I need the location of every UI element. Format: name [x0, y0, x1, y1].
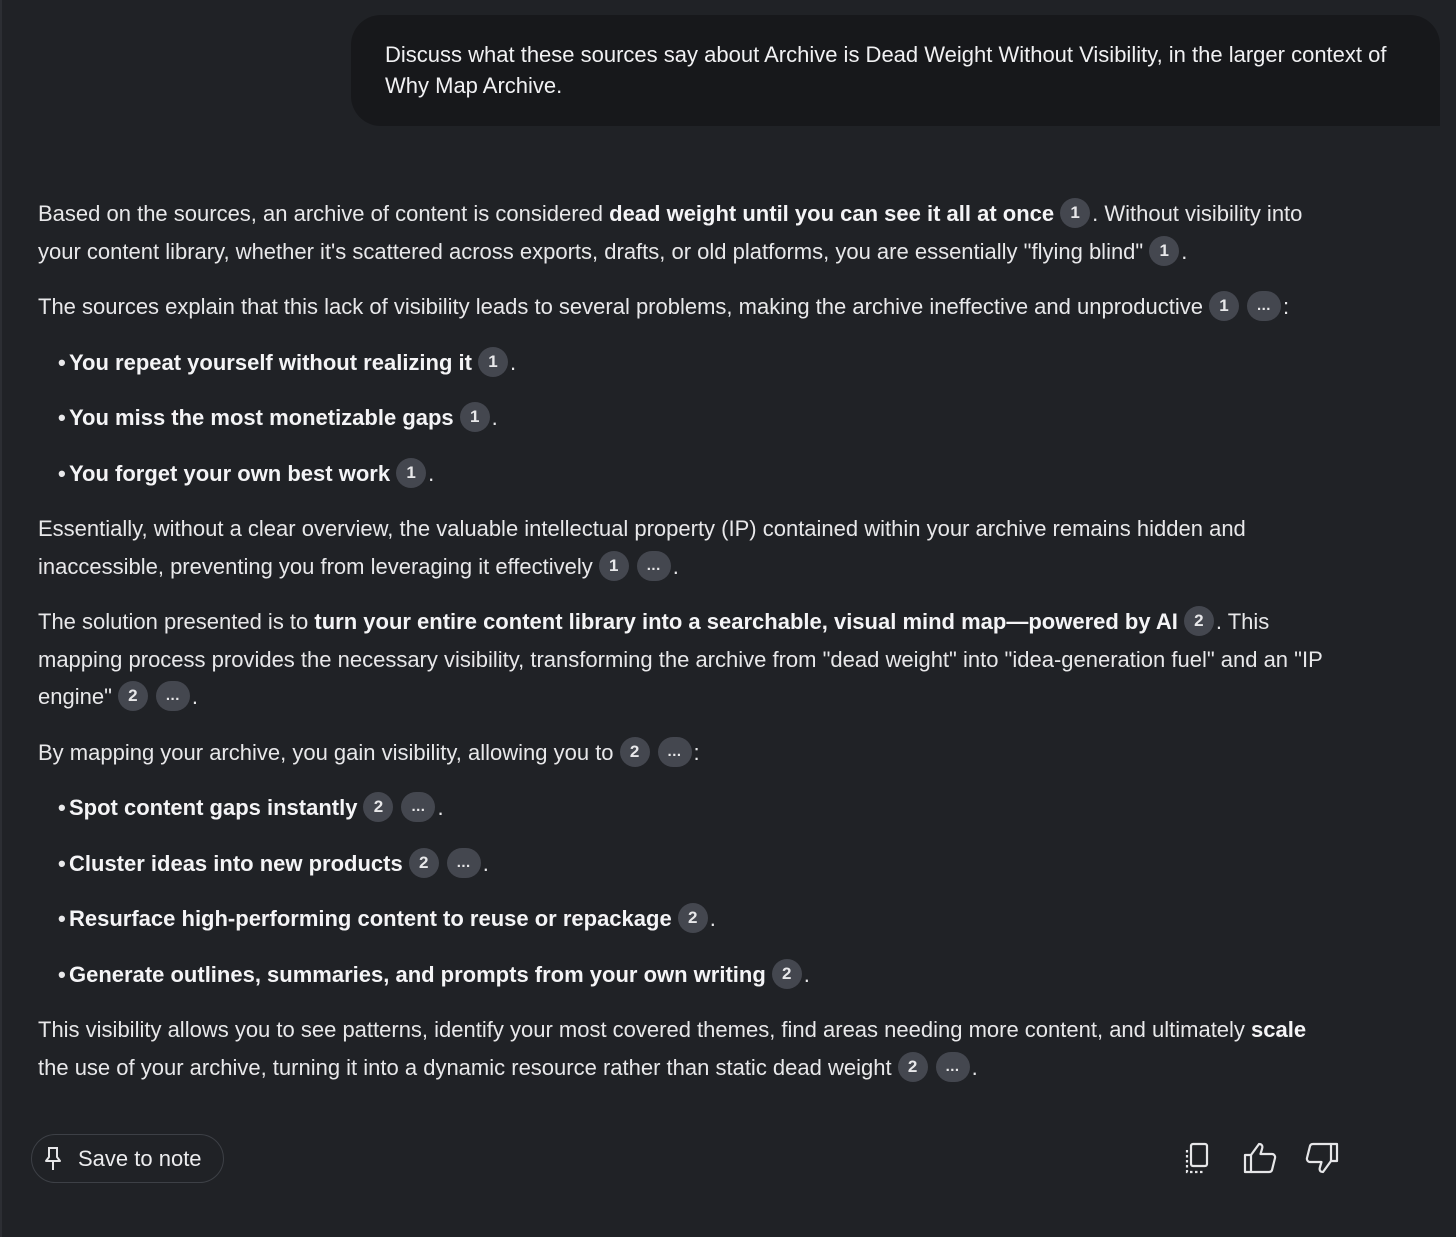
paragraph-text: : [1282, 294, 1290, 319]
list-item-label: You repeat yourself without realizing it [69, 349, 472, 375]
copy-icon [1181, 1141, 1213, 1175]
response-paragraph-2 [38, 288, 1338, 326]
citation-more-chip[interactable]: ... [658, 737, 692, 767]
copy-button[interactable] [1177, 1138, 1217, 1178]
list-item-label: You miss the most monetizable gaps [69, 405, 454, 430]
list-item-label: Cluster ideas into new products [69, 850, 403, 876]
citation-more-chip[interactable]: ... [936, 1052, 970, 1082]
paragraph-text: This visibility allows you to see patterns, identify your most covered themes, find areas needing more content, and ultimately [38, 1017, 1252, 1042]
problems-list [38, 344, 1338, 493]
list-item-label: Spot content gaps instantly [69, 795, 358, 820]
thumbs-down-icon [1304, 1141, 1340, 1175]
list-item: • You repeat yourself without realizing it 1 . [58, 344, 1338, 382]
response-paragraph-5 [38, 734, 1338, 772]
citation-more-chip[interactable]: ... [156, 681, 190, 711]
paragraph-text: . Without visibility into your content library, whether it's scattered across exports, drafts, or old platforms, you are essentially "flying blind" [38, 201, 1303, 264]
bullet-icon: • [58, 906, 66, 931]
paragraph-bold-text: scale [1251, 1017, 1307, 1042]
save-to-note-button[interactable] [31, 1134, 224, 1183]
list-item: • Spot content gaps instantly 2 ... . [58, 789, 1338, 827]
citation-chip[interactable]: 1 [396, 458, 426, 488]
paragraph-text: . [191, 684, 198, 709]
thumbs-up-icon [1242, 1141, 1278, 1175]
assistant-response [38, 195, 1338, 1104]
paragraph-text: The sources explain that this lack of visibility leads to several problems, making the archive ineffective and unproductive [38, 294, 1203, 319]
bullet-icon: • [58, 405, 66, 430]
paragraph-text: The solution presented is to [38, 609, 315, 634]
paragraph-text: . [971, 1054, 978, 1080]
paragraph-bold-text: turn your entire content library into a searchable, visual mind map—powered by AI [314, 609, 1178, 634]
list-item-label: Resurface high-performing content to reuse or repackage [69, 906, 672, 931]
citation-more-chip[interactable]: ... [401, 792, 435, 822]
list-item: • You miss the most monetizable gaps 1 . [58, 399, 1338, 437]
citation-chip[interactable]: 2 [118, 681, 148, 711]
bullet-icon: • [58, 349, 66, 375]
pin-icon [44, 1146, 62, 1172]
bullet-icon: • [58, 460, 66, 486]
citation-chip[interactable]: 1 [1060, 198, 1090, 228]
citation-chip[interactable]: 1 [1149, 236, 1179, 266]
thumbs-up-button[interactable] [1240, 1138, 1280, 1178]
paragraph-text: the use of your archive, turning it into a dynamic resource rather than static dead weight [38, 1054, 892, 1080]
response-paragraph-1 [38, 195, 1338, 270]
list-item-label: Generate outlines, summaries, and prompts from your own writing [69, 961, 766, 987]
save-to-note-label: Save to note [78, 1145, 202, 1171]
citation-chip[interactable]: 1 [1209, 291, 1239, 321]
response-paragraph-3 [38, 510, 1338, 585]
paragraph-text: . This mapping process provides the necessary visibility, transforming the archive from "dead weight" into "idea-generation fuel" and an "IP engine" [38, 609, 1323, 709]
citation-more-chip[interactable]: ... [1247, 291, 1281, 321]
list-item: • Generate outlines, summaries, and prompts from your own writing 2 . [58, 956, 1338, 994]
list-item: • You forget your own best work 1 . [58, 455, 1338, 493]
citation-chip[interactable]: 1 [460, 402, 490, 432]
user-message-text: Discuss what these sources say about Archive is Dead Weight Without Visibility, in the larger context of Why Map Archive. [385, 42, 1387, 98]
bullet-icon: • [58, 961, 66, 987]
bullet-icon: • [58, 850, 66, 876]
list-item: • Resurface high-performing content to reuse or repackage 2 . [58, 900, 1338, 938]
citation-chip[interactable]: 2 [409, 848, 439, 878]
citation-chip[interactable]: 1 [599, 551, 629, 581]
citation-chip[interactable]: 2 [772, 959, 802, 989]
citation-chip[interactable]: 2 [898, 1052, 928, 1082]
citation-chip[interactable]: 2 [678, 903, 708, 933]
paragraph-text: By mapping your archive, you gain visibility, allowing you to [38, 739, 614, 765]
benefits-list [38, 789, 1338, 993]
citation-chip[interactable]: 2 [1184, 606, 1214, 636]
paragraph-text: : [693, 739, 700, 765]
citation-more-chip[interactable]: ... [637, 551, 671, 581]
citation-chip[interactable]: 1 [478, 347, 508, 377]
bullet-icon: • [58, 795, 66, 820]
citation-chip[interactable]: 2 [620, 737, 650, 767]
paragraph-bold-text: dead weight until you can see it all at once [609, 201, 1055, 226]
response-paragraph-6 [38, 1011, 1338, 1086]
user-message-bubble [351, 15, 1440, 126]
citation-more-chip[interactable]: ... [447, 848, 481, 878]
list-item: • Cluster ideas into new products 2 ... . [58, 845, 1338, 883]
paragraph-text: Based on the sources, an archive of content is considered [38, 201, 610, 226]
paragraph-text: . [1181, 238, 1188, 264]
paragraph-text: . [672, 553, 679, 579]
citation-chip[interactable]: 2 [363, 792, 393, 822]
response-paragraph-4 [38, 603, 1338, 716]
thumbs-down-button[interactable] [1302, 1138, 1342, 1178]
paragraph-text: Essentially, without a clear overview, the valuable intellectual property (IP) contained within your archive remains hidden and inaccessible, preventing you from leveraging it effectively [38, 516, 1246, 579]
list-item-label: You forget your own best work [69, 460, 391, 486]
